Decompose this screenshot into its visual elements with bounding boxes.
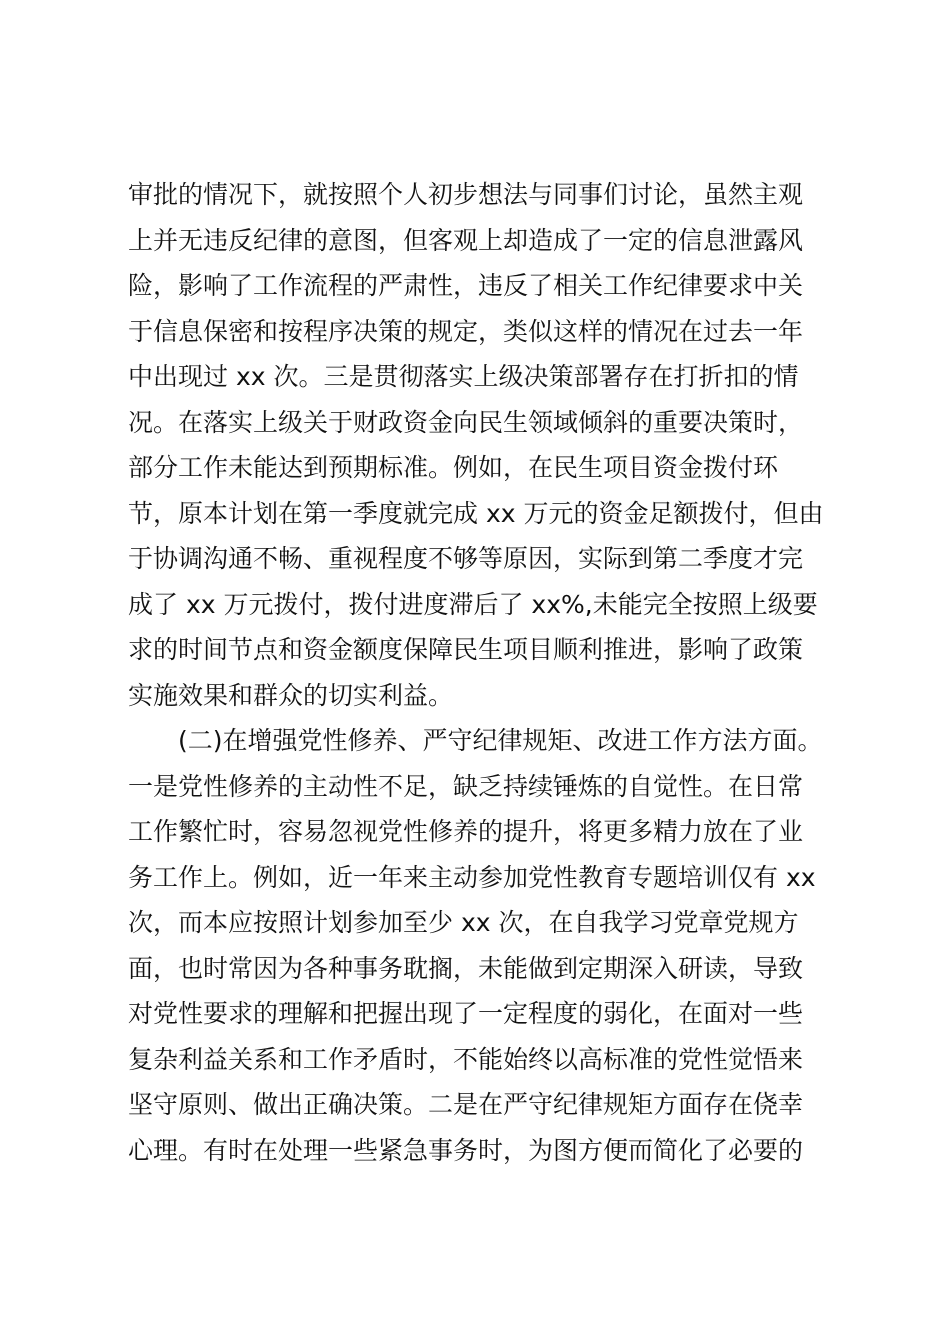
text-line: 工作繁忙时，容易忽视党性修养的提升，将更多精力放在了业: [128, 817, 804, 846]
text-line: 成了 xx 万元拨付，拨付进度滞后了 xx%,未能完全按照上级要: [128, 589, 818, 619]
text-line: 次，而本应按照计划参加至少 xx 次，在自我学习党章党规方: [128, 908, 799, 937]
text-line: 求的时间节点和资金额度保障民生项目顺利推进，影响了政策: [128, 635, 804, 664]
section-heading: (二)在增强党性修养、严守纪律规矩、改进工作方法方面。: [178, 726, 823, 755]
text-line: 一是党性修养的主动性不足，缺乏持续锤炼的自觉性。在日常: [128, 771, 804, 801]
text-line: 于协调沟通不畅、重视程度不够等原因，实际到第二季度才完: [128, 544, 804, 573]
text-line: 务工作上。例如，近一年来主动参加党性教育专题培训仅有 xx: [128, 862, 816, 892]
text-line: 对党性要求的理解和把握出现了一定程度的弱化，在面对一些: [128, 999, 804, 1028]
text-line: 上并无违反纪律的意图，但客观上却造成了一定的信息泄露风: [128, 225, 804, 255]
document-body: [128, 172, 838, 1173]
text-line: 实施效果和群众的切实利益。: [128, 680, 454, 710]
text-line: 坚守原则、做出正确决策。二是在严守纪律规矩方面存在侥幸: [128, 1090, 804, 1119]
text-line: 中出现过 xx 次。三是贯彻落实上级决策部署存在打折扣的情: [128, 362, 799, 391]
text-line: 节，原本计划在第一季度就完成 xx 万元的资金足额拨付，但由: [128, 498, 824, 528]
text-line: 面，也时常因为各种事务耽搁，未能做到定期深入研读，导致: [128, 953, 804, 983]
text-line: 部分工作未能达到预期标准。例如，在民生项目资金拨付环: [128, 453, 779, 482]
text-line: 审批的情况下，就按照个人初步想法与同事们讨论，虽然主观: [128, 180, 804, 209]
text-line: 复杂利益关系和工作矛盾时，不能始终以高标准的党性觉悟来: [128, 1044, 804, 1074]
text-line: 况。在落实上级关于财政资金向民生领域倾斜的重要决策时，: [128, 407, 804, 437]
text-line: 险，影响了工作流程的严肃性，违反了相关工作纪律要求中关: [128, 271, 804, 300]
text-line: 于信息保密和按程序决策的规定，类似这样的情况在过去一年: [128, 316, 804, 346]
text-line: 心理。有时在处理一些紧急事务时，为图方便而简化了必要的: [128, 1135, 804, 1165]
